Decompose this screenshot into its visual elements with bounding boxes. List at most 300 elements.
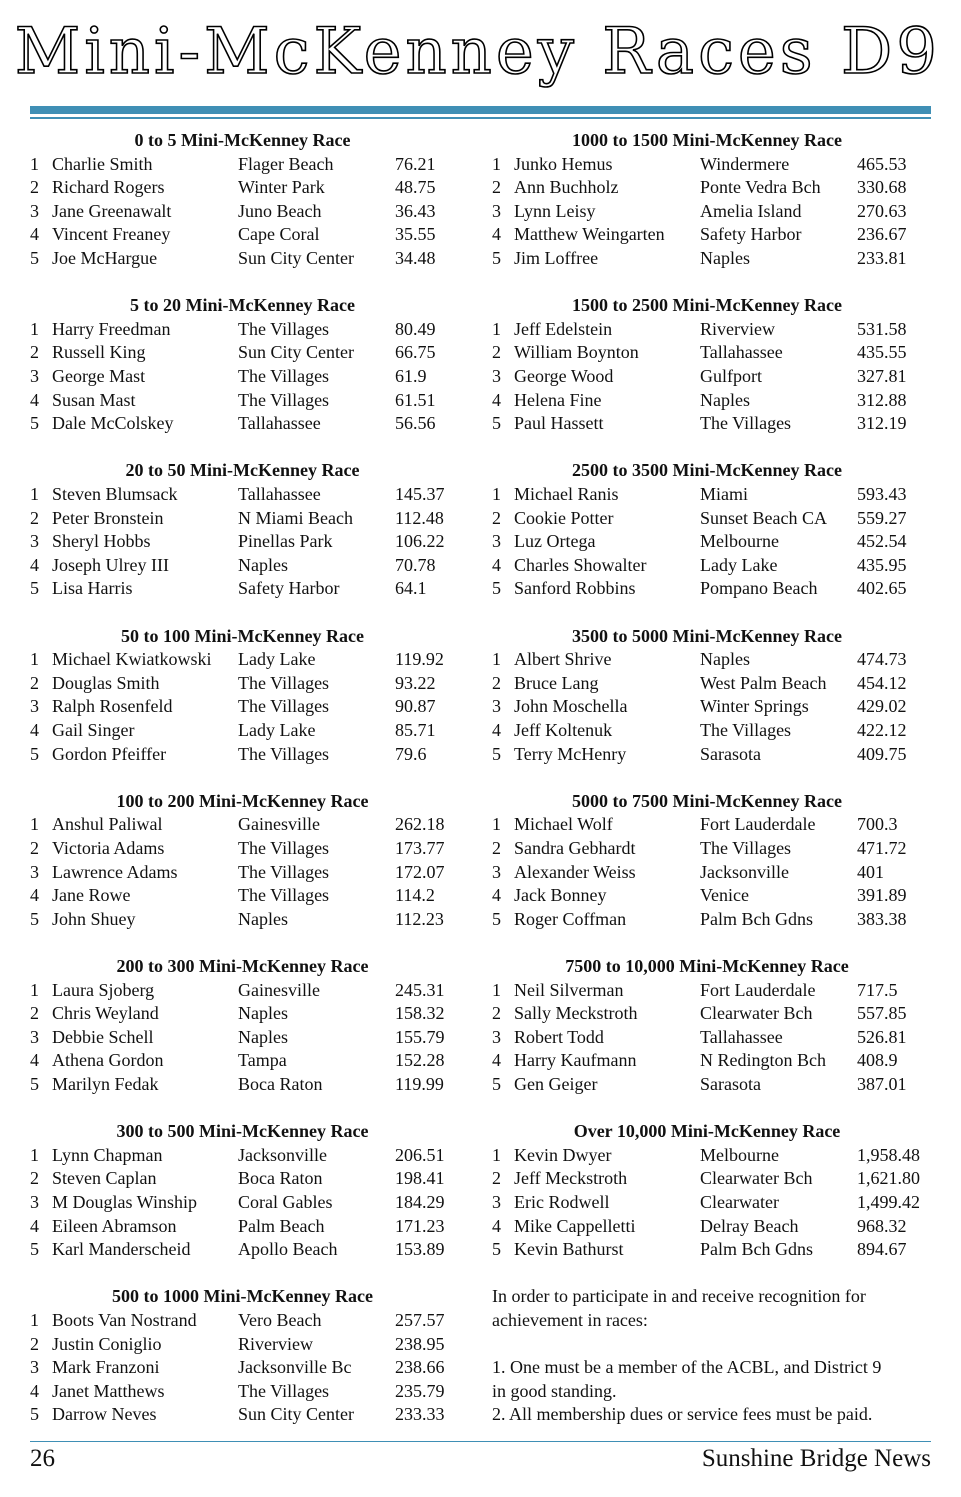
result-rank: 3: [30, 696, 39, 717]
result-city: Palm Bch Gdns: [700, 1239, 814, 1260]
race-result-row: [492, 979, 922, 1003]
result-city: Winter Springs: [700, 696, 809, 717]
result-city: The Villages: [238, 885, 330, 906]
result-name: Harry Freedman: [52, 318, 171, 339]
result-score: 531.58: [857, 318, 907, 339]
result-name: Lawrence Adams: [52, 861, 178, 882]
result-score: 894.67: [857, 1239, 907, 1260]
right-column: [492, 129, 922, 1427]
race-result-row: [30, 908, 455, 932]
race-result-row: [492, 1144, 922, 1168]
race-result-row: [492, 389, 922, 413]
race-title: 7500 to 10,000 Mini-McKenney Race: [565, 955, 849, 976]
result-city: Safety Harbor: [700, 224, 802, 245]
race-result-row: [30, 318, 455, 342]
result-rank: 1: [30, 483, 39, 504]
result-city: Winter Park: [238, 177, 325, 198]
result-city: N Miami Beach: [238, 507, 353, 528]
race-result-row: [30, 365, 455, 389]
result-city: The Villages: [700, 719, 792, 740]
race-result-row: [492, 1002, 922, 1026]
result-name: Justin Coniglio: [52, 1333, 162, 1354]
result-rank: 1: [30, 814, 39, 835]
result-score: 85.71: [395, 719, 436, 740]
result-rank: 2: [492, 1168, 501, 1189]
race-result-row: [492, 837, 922, 861]
race-result-row: [30, 200, 455, 224]
result-name: Alexander Weiss: [514, 861, 636, 882]
race-block: [492, 625, 922, 790]
race-result-row: [30, 648, 455, 672]
result-city: Cape Coral: [238, 224, 320, 245]
result-rank: 4: [492, 1215, 501, 1236]
result-name: Robert Todd: [514, 1026, 604, 1047]
result-name: Jane Greenawalt: [52, 200, 172, 221]
result-rank: 3: [30, 1026, 39, 1047]
result-name: Junko Hemus: [514, 153, 613, 174]
result-score: 93.22: [395, 672, 436, 693]
notes-line: In order to participate in and receive recognition for: [492, 1286, 866, 1307]
participation-notes: [492, 1285, 922, 1427]
result-city: Sun City Center: [238, 342, 354, 363]
race-result-row: [30, 979, 455, 1003]
result-city: Boca Raton: [238, 1168, 323, 1189]
race-result-row: [30, 530, 455, 554]
result-rank: 5: [30, 908, 39, 929]
result-rank: 1: [30, 649, 39, 670]
result-score: 171.23: [395, 1215, 445, 1236]
result-rank: 4: [30, 1215, 39, 1236]
race-block: [492, 129, 922, 294]
race-result-row: [30, 1403, 455, 1427]
result-city: Juno Beach: [238, 200, 322, 221]
result-score: 119.92: [395, 649, 444, 670]
result-rank: 5: [30, 1404, 39, 1425]
race-result-row: [30, 1215, 455, 1239]
result-city: Melbourne: [700, 1144, 779, 1165]
result-score: 465.53: [857, 153, 907, 174]
result-city: West Palm Beach: [700, 672, 827, 693]
result-city: The Villages: [238, 672, 330, 693]
race-result-row: [30, 1049, 455, 1073]
result-rank: 1: [492, 979, 501, 1000]
race-result-row: [492, 695, 922, 719]
result-rank: 3: [30, 365, 39, 386]
race-result-row: [30, 1026, 455, 1050]
result-score: 593.43: [857, 483, 907, 504]
result-name: Kevin Dwyer: [514, 1144, 612, 1165]
result-name: Karl Manderscheid: [52, 1239, 191, 1260]
result-name: Gail Singer: [52, 719, 135, 740]
result-score: 312.19: [857, 413, 907, 434]
result-rank: 5: [492, 578, 501, 599]
result-rank: 4: [492, 224, 501, 245]
result-name: Michael Kwiatkowski: [52, 649, 212, 670]
race-result-row: [30, 389, 455, 413]
result-rank: 2: [30, 837, 39, 858]
result-name: Ann Buchholz: [514, 177, 619, 198]
race-result-row: [30, 884, 455, 908]
race-block: [492, 1120, 922, 1285]
result-name: Gordon Pfeiffer: [52, 743, 167, 764]
result-score: 36.43: [395, 200, 436, 221]
result-score: 391.89: [857, 885, 907, 906]
result-city: Naples: [700, 247, 750, 268]
result-name: Bruce Lang: [514, 672, 599, 693]
result-score: 70.78: [395, 554, 436, 575]
result-city: Sun City Center: [238, 1404, 354, 1425]
result-city: Riverview: [700, 318, 775, 339]
race-result-row: [492, 1167, 922, 1191]
race-result-row: [492, 365, 922, 389]
result-rank: 4: [492, 1050, 501, 1071]
result-rank: 4: [30, 1380, 39, 1401]
result-city: Gainesville: [238, 979, 320, 1000]
result-score: 559.27: [857, 507, 907, 528]
result-city: Clearwater Bch: [700, 1003, 813, 1024]
result-rank: 4: [30, 389, 39, 410]
result-rank: 3: [492, 861, 501, 882]
result-name: Marilyn Fedak: [52, 1073, 159, 1094]
result-city: The Villages: [238, 696, 330, 717]
result-score: 152.28: [395, 1050, 445, 1071]
result-score: 235.79: [395, 1380, 445, 1401]
result-rank: 4: [492, 885, 501, 906]
result-score: 145.37: [395, 483, 445, 504]
race-result-row: [492, 530, 922, 554]
result-rank: 3: [30, 1191, 39, 1212]
result-rank: 5: [492, 1073, 501, 1094]
result-score: 383.38: [857, 908, 907, 929]
result-score: 422.12: [857, 719, 907, 740]
result-rank: 2: [30, 1003, 39, 1024]
result-name: Roger Coffman: [514, 908, 627, 929]
result-name: Eileen Abramson: [52, 1215, 177, 1236]
footer-rule: [30, 1441, 931, 1442]
result-name: Jeff Koltenuk: [514, 719, 613, 740]
result-name: Terry McHenry: [514, 743, 627, 764]
race-result-row: [30, 1167, 455, 1191]
result-rank: 5: [30, 247, 39, 268]
race-result-row: [30, 412, 455, 436]
race-result-row: [492, 1238, 922, 1262]
notes-gap: [492, 1333, 922, 1357]
result-name: George Wood: [514, 365, 614, 386]
result-score: 153.89: [395, 1239, 445, 1260]
race-result-row: [30, 1073, 455, 1097]
race-title: 50 to 100 Mini-McKenney Race: [121, 625, 364, 646]
result-name: Michael Wolf: [514, 814, 613, 835]
result-city: Gainesville: [238, 814, 320, 835]
result-city: Jacksonville: [700, 861, 789, 882]
race-result-row: [30, 223, 455, 247]
race-result-row: [30, 1238, 455, 1262]
result-score: 158.32: [395, 1003, 445, 1024]
result-city: N Redington Bch: [700, 1050, 826, 1071]
result-score: 700.3: [857, 814, 898, 835]
result-name: Lisa Harris: [52, 578, 133, 599]
race-result-row: [492, 412, 922, 436]
result-rank: 4: [30, 1050, 39, 1071]
result-rank: 2: [30, 672, 39, 693]
result-rank: 5: [30, 1239, 39, 1260]
race-result-row: [30, 672, 455, 696]
race-result-row: [492, 1049, 922, 1073]
result-name: Chris Weyland: [52, 1003, 159, 1024]
result-name: Jeff Edelstein: [514, 318, 613, 339]
race-title: 3500 to 5000 Mini-McKenney Race: [572, 625, 842, 646]
race-title: 200 to 300 Mini-McKenney Race: [116, 955, 369, 976]
race-result-row: [30, 719, 455, 743]
result-score: 245.31: [395, 979, 445, 1000]
result-name: Janet Matthews: [52, 1380, 165, 1401]
result-name: Mike Cappelletti: [514, 1215, 636, 1236]
result-rank: 1: [492, 318, 501, 339]
result-city: Sarasota: [700, 743, 761, 764]
race-result-row: [30, 507, 455, 531]
result-name: Douglas Smith: [52, 672, 160, 693]
result-city: Vero Beach: [238, 1309, 322, 1330]
race-result-row: [492, 483, 922, 507]
result-city: Tampa: [238, 1050, 287, 1071]
result-city: The Villages: [700, 837, 792, 858]
race-result-row: [30, 1380, 455, 1404]
result-name: M Douglas Winship: [52, 1191, 197, 1212]
result-name: Jack Bonney: [514, 885, 607, 906]
race-result-row: [492, 884, 922, 908]
result-city: Flager Beach: [238, 153, 334, 174]
result-city: Delray Beach: [700, 1215, 799, 1236]
result-score: 452.54: [857, 531, 907, 552]
result-rank: 4: [492, 719, 501, 740]
result-city: Naples: [700, 389, 750, 410]
race-block: [492, 790, 922, 955]
race-block: [30, 459, 455, 624]
result-name: Russell King: [52, 342, 146, 363]
race-result-row: [492, 223, 922, 247]
result-city: The Villages: [238, 861, 330, 882]
result-name: John Shuey: [52, 908, 136, 929]
race-block: [30, 1285, 455, 1450]
result-score: 198.41: [395, 1168, 445, 1189]
result-score: 119.99: [395, 1073, 444, 1094]
race-result-row: [30, 861, 455, 885]
race-result-row: [492, 1026, 922, 1050]
result-name: Neil Silverman: [514, 979, 624, 1000]
result-city: Tallahassee: [238, 413, 321, 434]
result-rank: 3: [30, 861, 39, 882]
result-rank: 2: [492, 672, 501, 693]
race-block: [30, 790, 455, 955]
result-name: Jim Loffree: [514, 247, 599, 268]
result-name: Harry Kaufmann: [514, 1050, 637, 1071]
race-result-row: [492, 507, 922, 531]
result-rank: 5: [30, 1073, 39, 1094]
result-name: Paul Hassett: [514, 413, 604, 434]
result-name: Luz Ortega: [514, 531, 596, 552]
result-city: Miami: [700, 483, 748, 504]
race-result-row: [30, 1002, 455, 1026]
race-result-row: [492, 861, 922, 885]
result-rank: 1: [492, 1144, 501, 1165]
result-rank: 1: [30, 318, 39, 339]
result-score: 262.18: [395, 814, 445, 835]
result-city: Fort Lauderdale: [700, 979, 816, 1000]
result-city: Pinellas Park: [238, 531, 333, 552]
result-city: Naples: [238, 1026, 288, 1047]
result-rank: 5: [492, 247, 501, 268]
race-result-row: [492, 247, 922, 271]
race-result-row: [492, 813, 922, 837]
result-name: Charlie Smith: [52, 153, 153, 174]
race-result-row: [30, 1144, 455, 1168]
result-rank: 2: [492, 177, 501, 198]
race-block: [30, 129, 455, 294]
race-result-row: [492, 743, 922, 767]
result-score: 35.55: [395, 224, 436, 245]
notes-line: achievement in races:: [492, 1309, 648, 1330]
result-city: The Villages: [238, 365, 330, 386]
result-score: 435.95: [857, 554, 907, 575]
race-title: 0 to 5 Mini-McKenney Race: [134, 130, 351, 150]
result-rank: 3: [30, 531, 39, 552]
result-rank: 2: [492, 837, 501, 858]
result-score: 233.33: [395, 1404, 445, 1425]
result-city: Clearwater Bch: [700, 1168, 813, 1189]
result-rank: 3: [492, 531, 501, 552]
result-score: 557.85: [857, 1003, 907, 1024]
result-score: 327.81: [857, 365, 907, 386]
publication-name: Sunshine Bridge News: [701, 1445, 931, 1472]
race-result-row: [30, 247, 455, 271]
race-result-row: [30, 1356, 455, 1380]
result-city: Sunset Beach CA: [700, 507, 827, 528]
result-score: 387.01: [857, 1073, 907, 1094]
result-name: Darrow Neves: [52, 1404, 157, 1425]
result-score: 114.2: [395, 885, 435, 906]
result-name: Kevin Bathurst: [514, 1239, 624, 1260]
result-rank: 3: [30, 1357, 39, 1378]
result-name: William Boynton: [514, 342, 639, 363]
result-city: Sun City Center: [238, 247, 354, 268]
result-score: 64.1: [395, 578, 427, 599]
result-rank: 5: [492, 908, 501, 929]
result-city: Coral Gables: [238, 1191, 333, 1212]
race-title: 100 to 200 Mini-McKenney Race: [116, 790, 369, 811]
result-score: 312.88: [857, 389, 907, 410]
result-name: George Mast: [52, 365, 146, 386]
result-city: Sarasota: [700, 1073, 761, 1094]
result-name: Lynn Chapman: [52, 1144, 163, 1165]
result-score: 61.51: [395, 389, 436, 410]
result-rank: 2: [492, 507, 501, 528]
race-result-row: [492, 1215, 922, 1239]
result-score: 173.77: [395, 837, 445, 858]
result-name: Michael Ranis: [514, 483, 619, 504]
result-score: 90.87: [395, 696, 436, 717]
result-rank: 4: [492, 389, 501, 410]
race-result-row: [492, 1073, 922, 1097]
result-city: Lady Lake: [238, 649, 316, 670]
result-city: Jacksonville: [238, 1144, 327, 1165]
result-city: The Villages: [238, 318, 330, 339]
race-result-row: [492, 908, 922, 932]
result-city: Safety Harbor: [238, 578, 340, 599]
result-score: 236.67: [857, 224, 907, 245]
result-city: Clearwater: [700, 1191, 779, 1212]
race-result-row: [30, 837, 455, 861]
result-name: John Moschella: [514, 696, 628, 717]
result-name: Boots Van Nostrand: [52, 1309, 197, 1330]
result-city: Riverview: [238, 1333, 313, 1354]
result-city: Tallahassee: [700, 1026, 783, 1047]
race-result-row: [492, 672, 922, 696]
left-column: [30, 129, 455, 1451]
result-rank: 3: [492, 200, 501, 221]
result-rank: 1: [30, 153, 39, 174]
result-name: Vincent Freaney: [52, 224, 171, 245]
result-score: 402.65: [857, 578, 907, 599]
race-result-row: [30, 554, 455, 578]
result-city: Ponte Vedra Bch: [700, 177, 821, 198]
result-rank: 2: [492, 342, 501, 363]
result-score: 717.5: [857, 979, 898, 1000]
race-block: [492, 955, 922, 1120]
result-rank: 5: [492, 743, 501, 764]
result-score: 408.9: [857, 1050, 898, 1071]
race-result-row: [492, 153, 922, 177]
result-city: Apollo Beach: [238, 1239, 338, 1260]
result-score: 401: [857, 861, 884, 882]
result-name: Matthew Weingarten: [514, 224, 665, 245]
race-title: 5 to 20 Mini-McKenney Race: [130, 295, 355, 316]
result-name: Debbie Schell: [52, 1026, 154, 1047]
result-city: Pompano Beach: [700, 578, 818, 599]
result-rank: 4: [30, 719, 39, 740]
race-block: [492, 294, 922, 459]
race-block: [30, 1120, 455, 1285]
result-city: Jacksonville Bc: [238, 1357, 352, 1378]
race-result-row: [30, 483, 455, 507]
result-city: The Villages: [238, 837, 330, 858]
result-rank: 4: [30, 554, 39, 575]
result-name: Gen Geiger: [514, 1073, 598, 1094]
race-title: 20 to 50 Mini-McKenney Race: [125, 460, 360, 481]
result-city: The Villages: [700, 413, 792, 434]
page-number: 26: [30, 1445, 55, 1472]
result-name: Susan Mast: [52, 389, 136, 410]
result-city: The Villages: [238, 743, 330, 764]
result-city: Naples: [238, 1003, 288, 1024]
result-rank: 3: [492, 1191, 501, 1212]
result-city: Lady Lake: [238, 719, 316, 740]
result-city: Palm Beach: [238, 1215, 325, 1236]
result-rank: 3: [30, 200, 39, 221]
result-city: Naples: [700, 649, 750, 670]
result-city: Fort Lauderdale: [700, 814, 816, 835]
result-score: 112.23: [395, 908, 444, 929]
result-name: Victoria Adams: [52, 837, 165, 858]
race-title: 5000 to 7500 Mini-McKenney Race: [572, 790, 842, 811]
result-city: Palm Bch Gdns: [700, 908, 814, 929]
result-city: The Villages: [238, 389, 330, 410]
result-city: Naples: [238, 908, 288, 929]
race-result-row: [492, 341, 922, 365]
result-score: 526.81: [857, 1026, 907, 1047]
race-result-row: [30, 1333, 455, 1357]
result-name: Charles Showalter: [514, 554, 647, 575]
result-score: 257.57: [395, 1309, 445, 1330]
